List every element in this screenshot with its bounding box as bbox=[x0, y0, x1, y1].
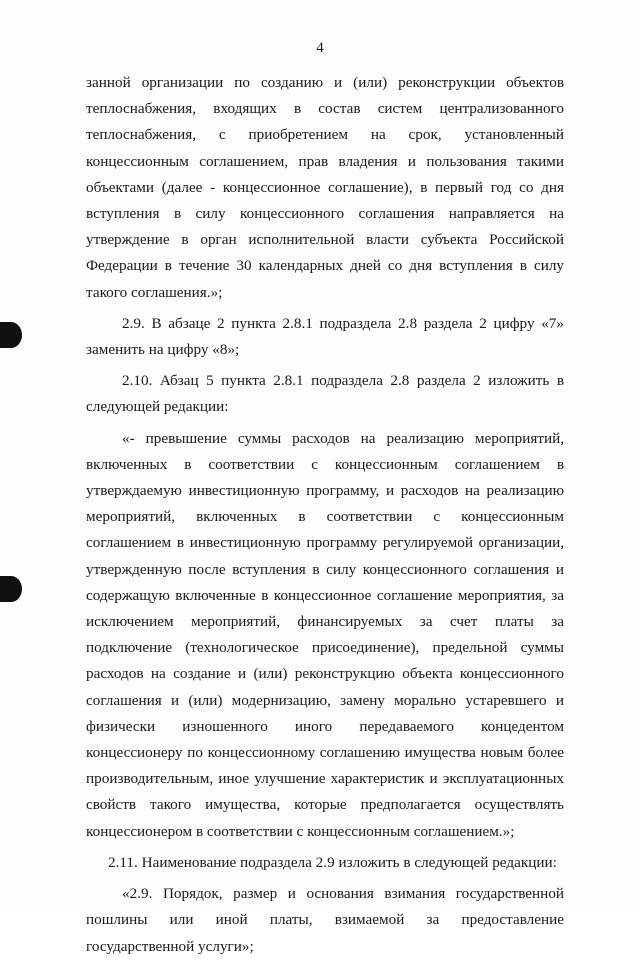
punch-hole-mark bbox=[0, 576, 22, 602]
punch-hole-mark bbox=[0, 322, 22, 348]
paragraph-continuation: занной организации по созданию и (или) реконструкции объектов теплоснабжения, входящих в состав систем централизованного теплоснабжения, с приобретением на срок, установленный концессионным соглашением, прав владения и пользования такими объектами (далее - концессионное соглашение), в первый год со дня вступления в силу концессионного соглашения направляется на утверждение в орган исполнительной власти субъекта Российской Федерации в течение 30 календарных дней со дня вступления в силу такого соглашения.»; bbox=[86, 74, 564, 301]
paragraph-item-2-11: 2.11. Наименование подраздела 2.9 изложить в следующей редакции: bbox=[108, 853, 557, 871]
document-body bbox=[86, 70, 564, 960]
paragraph-item-2-10: 2.10. Абзац 5 пункта 2.8.1 подраздела 2.8 раздела 2 изложить в следующей редакции: bbox=[86, 372, 564, 416]
paragraph-quoted-heading: «2.9. Порядок, размер и основания взимания государственной пошлины или иной платы, взимаемой за предоставление государственной услуги»; bbox=[86, 885, 564, 955]
page-number: 4 bbox=[316, 40, 324, 56]
paragraph-item-2-9: 2.9. В абзаце 2 пункта 2.8.1 подраздела 2.8 раздела 2 цифру «7» заменить на цифру «8»; bbox=[86, 314, 564, 359]
paragraph-quoted-text: «- превышение суммы расходов на реализацию мероприятий, включенных в соответствии с концессионным соглашением в утверждаемую инвестиционную программу, и расходов на реализацию мероприятий, включенных в соответствии с концессионным соглашением в инвестиционную программу регулируемой организации, утвержденную после вступления в силу концессионного соглашения и содержащую включенные в концессионное соглашение мероприятия, за исключением мероприятий, финансируемых за счет платы за подключение (технологическое присоединение), предельной суммы расходов на создание и (или) реконструкцию объекта концессионного соглашения и (или) модернизацию, замену морально устаревшего и физически изношенного иного передаваемого концедентом концессионеру по концессионному соглашению имущества новым более производительным, иное улучшение характеристик и эксплуатационных свойств такого имущества, которые предполагается осуществлять концессионером в соответствии с концессионным соглашением.»; bbox=[86, 429, 564, 840]
